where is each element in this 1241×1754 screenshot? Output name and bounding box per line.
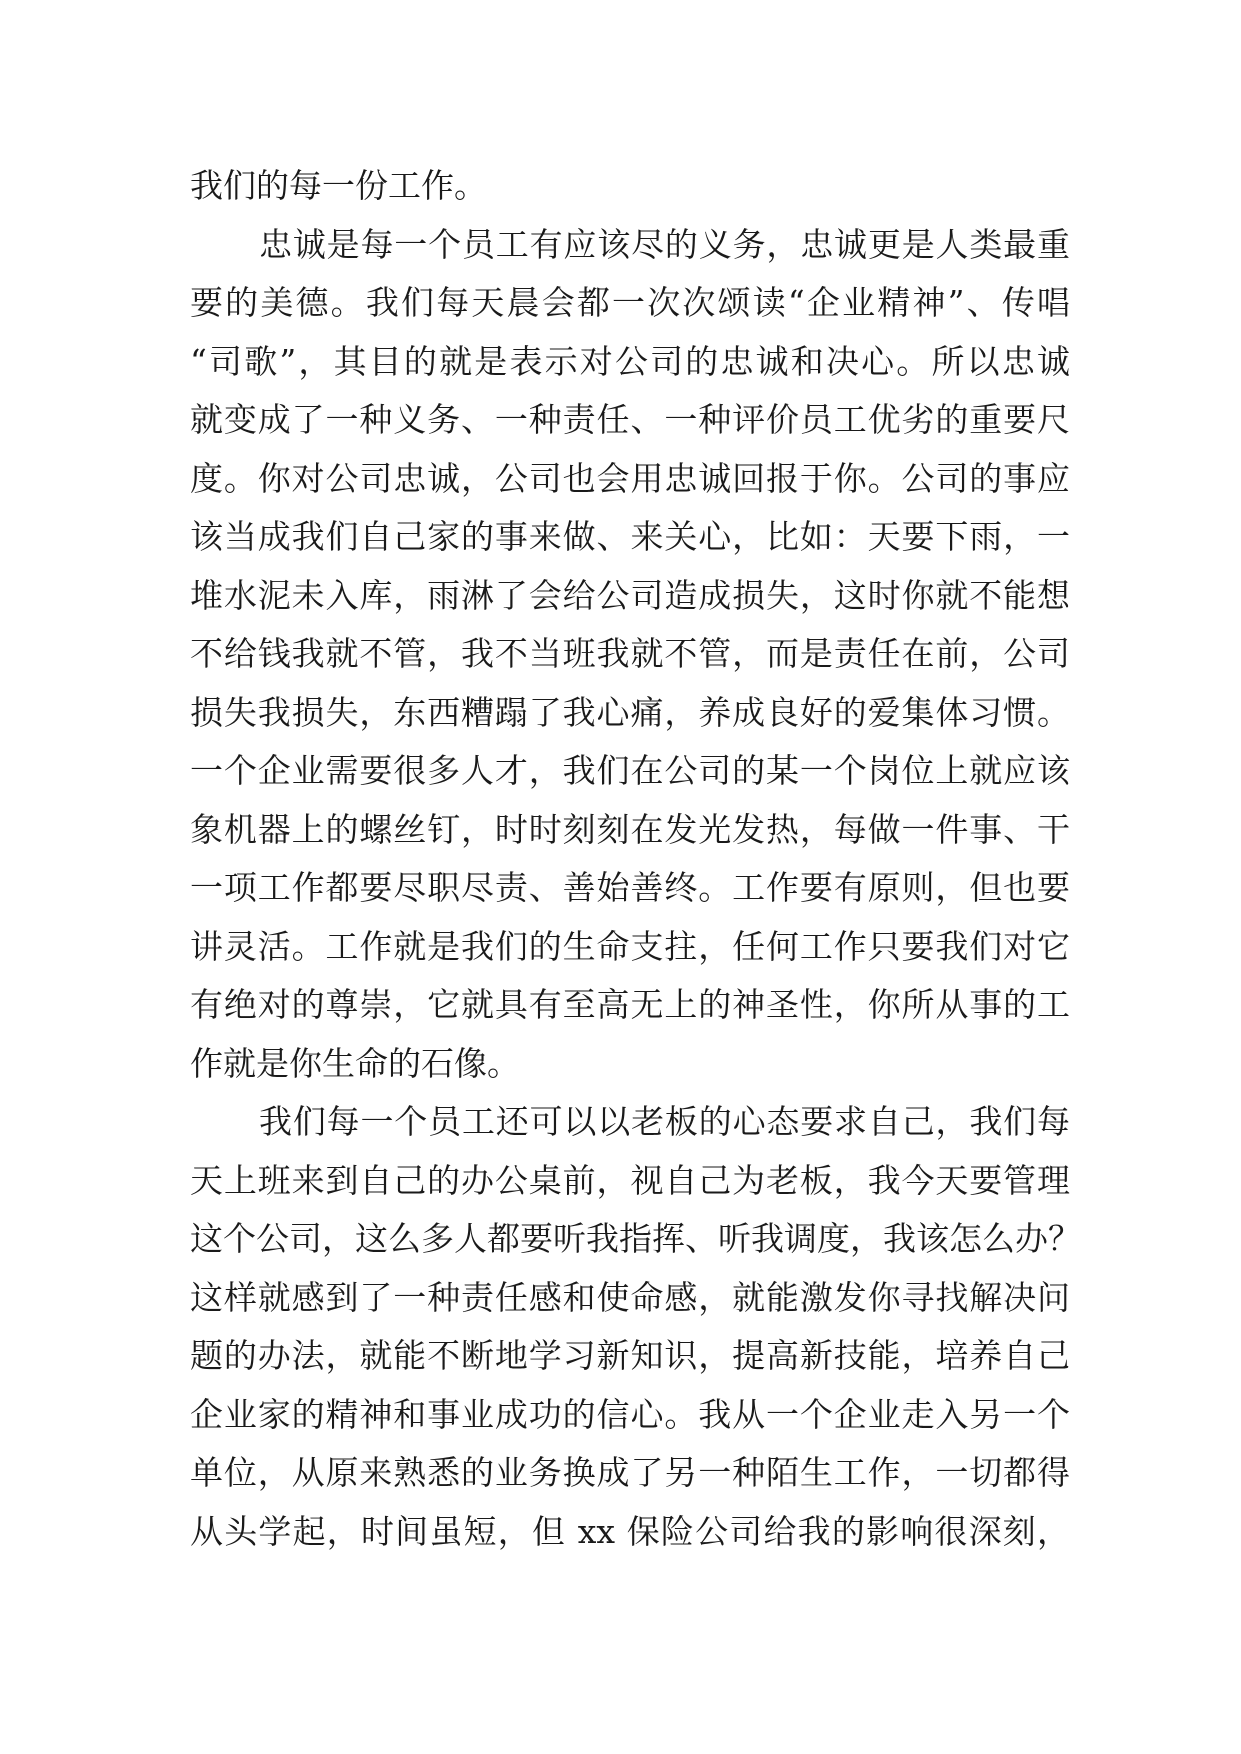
text-line: 企业家的精神和事业成功的信心。我从一个企业走入另一个 — [190, 1394, 1070, 1434]
text-line: 度。你对公司忠诚，公司也会用忠诚回报于你。公司的事应 — [190, 458, 1070, 498]
paragraph-first-line: 我们每一个员工还可以以老板的心态要求自己，我们每 — [259, 1102, 1070, 1141]
text-line: 损失我损失，东西糟蹋了我心痛，养成良好的爱集体习惯。 — [190, 692, 1070, 732]
text-line: “司歌”，其目的就是表示对公司的忠诚和决心。所以忠诚 — [190, 341, 1070, 381]
text-line: 这样就感到了一种责任感和使命感，就能激发你寻找解决问 — [190, 1277, 1070, 1317]
text-line: 象机器上的螺丝钉，时时刻刻在发光发热，每做一件事、干 — [190, 809, 1070, 849]
text-line: 要的美德。我们每天晨会都一次次颂读“企业精神”、传唱 — [190, 283, 1070, 322]
text-line: 我们的每一份工作。 — [190, 166, 487, 205]
text-line: 一个企业需要很多人才，我们在公司的某一个岗位上就应该 — [190, 751, 1070, 790]
text-line: 这个公司，这么多人都要听我指挥、听我调度，我该怎么办？ — [190, 1219, 1081, 1258]
body-text — [190, 157, 1081, 1561]
paragraph-first-line: 忠诚是每一个员工有应该尽的义务，忠诚更是人类最重 — [259, 224, 1070, 264]
text-line: 题的办法，就能不断地学习新知识，提高新技能，培养自己 — [190, 1336, 1070, 1375]
text-line: 有绝对的尊崇，它就具有至高无上的神圣性，你所从事的工 — [190, 985, 1070, 1024]
text-line: 天上班来到自己的办公桌前，视自己为老板，我今天要管理 — [190, 1160, 1070, 1200]
text-line: 该当成我们自己家的事来做、来关心，比如：天要下雨，一 — [190, 517, 1070, 556]
text-line: 讲灵活。工作就是我们的生命支拄，任何工作只要我们对它 — [190, 926, 1070, 966]
text-line: 一项工作都要尽职尽责、善始善终。工作要有原则，但也要 — [190, 868, 1070, 907]
text-line: 从头学起，时间虽短，但 xx 保险公司给我的影响很深刻， — [190, 1511, 1070, 1551]
text-line: 单位，从原来熟悉的业务换成了另一种陌生工作，一切都得 — [190, 1453, 1070, 1492]
text-line: 不给钱我就不管，我不当班我就不管，而是责任在前，公司 — [190, 634, 1070, 673]
text-line: 就变成了一种义务、一种责任、一种评价员工优劣的重要尺 — [190, 400, 1070, 439]
text-line: 作就是你生命的石像。 — [190, 1043, 520, 1083]
text-line: 堆水泥未入库，雨淋了会给公司造成损失，这时你就不能想 — [190, 575, 1070, 615]
